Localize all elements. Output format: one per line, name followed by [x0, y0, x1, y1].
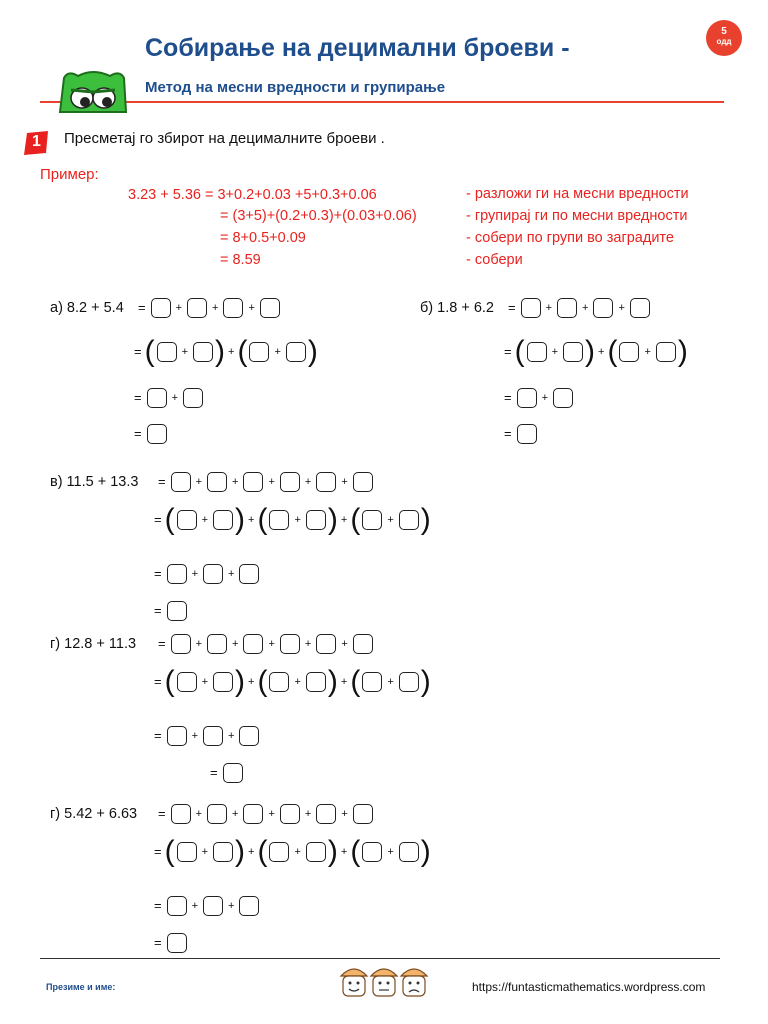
parenthesis: (	[144, 335, 155, 368]
parenthesis: (	[514, 335, 525, 368]
example-hint: - разложи ги на месни вредности	[466, 186, 689, 202]
parenthesis: (	[257, 503, 268, 536]
parenthesis: )	[677, 335, 688, 368]
problem-row-decompose	[50, 468, 375, 496]
parenthesis: (	[164, 503, 175, 536]
example-hint: - собери по групи во заградите	[466, 230, 674, 246]
equals-sign: =	[154, 674, 162, 689]
equals-sign: =	[504, 344, 512, 359]
task-number: 1	[32, 133, 41, 150]
parenthesis: (	[350, 503, 361, 536]
answer-box[interactable]	[213, 510, 233, 530]
operator: +	[340, 846, 348, 858]
operator: +	[582, 302, 589, 314]
problem-row-decompose	[50, 630, 375, 658]
operator: +	[181, 346, 189, 358]
answer-box[interactable]	[280, 634, 300, 654]
answer-box[interactable]	[193, 342, 213, 362]
answer-box[interactable]	[187, 298, 207, 318]
equals-sign: =	[508, 300, 516, 315]
operator: +	[294, 676, 301, 688]
answer-box[interactable]	[593, 298, 613, 318]
rating-faces	[338, 964, 430, 998]
answer-box[interactable]	[619, 342, 639, 362]
parenthesis: (	[350, 665, 361, 698]
problem-label: г) 12.8 + 11.3	[50, 636, 137, 653]
parenthesis: )	[307, 335, 318, 368]
answer-box[interactable]	[239, 896, 259, 916]
answer-box[interactable]	[151, 298, 171, 318]
operator: +	[228, 568, 235, 580]
answer-box[interactable]	[213, 842, 233, 862]
answer-box[interactable]	[203, 896, 223, 916]
parenthesis: )	[215, 335, 226, 368]
answer-box[interactable]	[656, 342, 676, 362]
operator: +	[175, 302, 183, 314]
answer-box[interactable]	[167, 564, 187, 584]
problem-label: в) 11.5 + 13.3	[50, 474, 139, 491]
operator: +	[274, 346, 281, 358]
parenthesis: )	[327, 835, 338, 868]
grade-badge	[706, 20, 742, 56]
problem-row-grouped	[134, 335, 318, 368]
answer-box[interactable]	[630, 298, 650, 318]
problem-row-decompose	[50, 294, 282, 322]
equals-sign: =	[134, 426, 142, 441]
operator: +	[387, 514, 394, 526]
operator: +	[340, 676, 348, 688]
operator: +	[248, 676, 255, 688]
grade-unit: одд	[716, 37, 732, 46]
operator: +	[195, 638, 203, 650]
parenthesis: (	[257, 835, 268, 868]
answer-box[interactable]	[280, 472, 300, 492]
answer-box[interactable]	[557, 298, 577, 318]
problem-row-sums	[154, 722, 261, 750]
example-label: Пример:	[40, 166, 99, 183]
answer-box[interactable]	[239, 726, 259, 746]
problem-row-result	[504, 420, 539, 448]
equals-sign: =	[154, 566, 162, 581]
answer-box[interactable]	[171, 634, 191, 654]
operator: +	[228, 900, 235, 912]
answer-box[interactable]	[207, 804, 227, 824]
surname-label: Презиме и име:	[46, 982, 116, 992]
answer-box[interactable]	[177, 510, 197, 530]
answer-box[interactable]	[183, 388, 203, 408]
problem-row-grouped	[504, 335, 688, 368]
answer-box[interactable]	[521, 298, 541, 318]
example-line: 3.23 + 5.36 = 3+0.2+0.03 +5+0.3+0.06	[128, 187, 377, 203]
operator: +	[191, 730, 199, 742]
parenthesis: (	[164, 665, 175, 698]
answer-box[interactable]	[362, 842, 382, 862]
equals-sign: =	[154, 844, 162, 859]
equals-sign: =	[154, 603, 162, 618]
answer-box[interactable]	[203, 564, 223, 584]
operator: +	[268, 808, 275, 820]
answer-box[interactable]	[527, 342, 547, 362]
parenthesis: )	[327, 503, 338, 536]
sad-face-icon	[401, 969, 427, 996]
parenthesis: )	[585, 335, 596, 368]
problem-row-decompose	[420, 294, 652, 322]
equals-sign: =	[138, 300, 146, 315]
parenthesis: )	[327, 665, 338, 698]
problem-row-result	[134, 420, 169, 448]
answer-box[interactable]	[563, 342, 583, 362]
answer-box[interactable]	[306, 510, 326, 530]
equals-sign: =	[158, 806, 166, 821]
parenthesis: )	[420, 835, 431, 868]
operator: +	[228, 730, 235, 742]
answer-box[interactable]	[353, 634, 373, 654]
equals-sign: =	[504, 426, 512, 441]
answer-box[interactable]	[269, 842, 289, 862]
answer-box[interactable]	[157, 342, 177, 362]
equals-sign: =	[154, 512, 162, 527]
example-hint: - групирај ги по месни вредности	[466, 208, 688, 224]
answer-box[interactable]	[177, 672, 197, 692]
problem-row-grouped	[154, 835, 431, 868]
answer-box[interactable]	[203, 726, 223, 746]
answer-box[interactable]	[167, 726, 187, 746]
operator: +	[248, 514, 255, 526]
answer-box[interactable]	[171, 472, 191, 492]
grade-number: 5	[721, 26, 727, 37]
operator: +	[387, 676, 394, 688]
equals-sign: =	[134, 344, 142, 359]
equals-sign: =	[504, 390, 512, 405]
answer-box[interactable]	[362, 672, 382, 692]
operator: +	[191, 568, 199, 580]
operator: +	[644, 346, 651, 358]
operator: +	[191, 900, 199, 912]
answer-box[interactable]	[353, 472, 373, 492]
operator: +	[341, 638, 348, 650]
operator: +	[268, 638, 275, 650]
parenthesis: (	[350, 835, 361, 868]
answer-box[interactable]	[353, 804, 373, 824]
problem-row-decompose	[50, 800, 375, 828]
operator: +	[618, 302, 625, 314]
answer-box[interactable]	[213, 672, 233, 692]
answer-box[interactable]	[243, 804, 263, 824]
parenthesis: )	[235, 503, 246, 536]
problem-row-grouped	[154, 665, 431, 698]
footer-divider	[40, 958, 720, 959]
answer-box[interactable]	[517, 388, 537, 408]
answer-box[interactable]	[177, 842, 197, 862]
smiley-face-icon	[341, 969, 367, 996]
answer-box[interactable]	[316, 472, 336, 492]
neutral-face-icon	[371, 969, 397, 996]
answer-box[interactable]	[553, 388, 573, 408]
operator: +	[248, 846, 255, 858]
answer-box[interactable]	[269, 510, 289, 530]
problem-row-grouped	[154, 503, 431, 536]
answer-box[interactable]	[167, 933, 187, 953]
operator: +	[598, 346, 605, 358]
answer-box[interactable]	[399, 510, 419, 530]
parenthesis: )	[420, 665, 431, 698]
answer-box[interactable]	[167, 601, 187, 621]
answer-box[interactable]	[147, 388, 167, 408]
problem-row-result	[154, 597, 189, 625]
equals-sign: =	[158, 636, 166, 651]
operator: +	[232, 476, 239, 488]
answer-box[interactable]	[243, 472, 263, 492]
answer-box[interactable]	[316, 634, 336, 654]
parenthesis: (	[237, 335, 248, 368]
operator: +	[541, 392, 549, 404]
operator: +	[304, 476, 312, 488]
example-line: = (3+5)+(0.2+0.3)+(0.03+0.06)	[220, 208, 417, 224]
problem-row-sums	[504, 384, 575, 412]
parenthesis: (	[257, 665, 268, 698]
answer-box[interactable]	[249, 342, 269, 362]
operator: +	[195, 808, 203, 820]
operator: +	[201, 846, 209, 858]
task-instruction: Пресметај го збирот на децималните броеви .	[64, 130, 385, 147]
operator: +	[232, 638, 239, 650]
operator: +	[340, 514, 348, 526]
answer-box[interactable]	[147, 424, 167, 444]
owl-mascot-icon	[58, 68, 128, 114]
operator: +	[268, 476, 275, 488]
problem-label: б) 1.8 + 6.2	[420, 300, 495, 317]
parenthesis: (	[607, 335, 618, 368]
example-line: = 8.59	[220, 252, 261, 268]
operator: +	[341, 808, 348, 820]
problem-label: г) 5.42 + 6.63	[50, 806, 138, 823]
equals-sign: =	[154, 935, 162, 950]
answer-box[interactable]	[517, 424, 537, 444]
operator: +	[171, 392, 179, 404]
problem-row-result	[154, 929, 189, 957]
page-subtitle: Метод на месни вредности и групирање	[145, 79, 446, 96]
answer-box[interactable]	[223, 298, 243, 318]
operator: +	[294, 514, 301, 526]
operator: +	[304, 808, 312, 820]
answer-box[interactable]	[260, 298, 280, 318]
operator: +	[195, 476, 203, 488]
answer-box[interactable]	[362, 510, 382, 530]
problem-row-sums	[134, 384, 205, 412]
equals-sign: =	[158, 474, 166, 489]
operator: +	[304, 638, 312, 650]
parenthesis: (	[164, 835, 175, 868]
answer-box[interactable]	[280, 804, 300, 824]
header-divider	[40, 101, 724, 103]
example-hint: - собери	[466, 252, 523, 268]
answer-box[interactable]	[167, 896, 187, 916]
answer-box[interactable]	[243, 634, 263, 654]
answer-box[interactable]	[207, 472, 227, 492]
page-title: Собирање на децимални броеви -	[145, 34, 570, 62]
operator: +	[294, 846, 301, 858]
answer-box[interactable]	[316, 804, 336, 824]
operator: +	[248, 302, 255, 314]
operator: +	[545, 302, 553, 314]
answer-box[interactable]	[306, 672, 326, 692]
equals-sign: =	[154, 728, 162, 743]
operator: +	[341, 476, 348, 488]
answer-box[interactable]	[399, 672, 419, 692]
parenthesis: )	[235, 835, 246, 868]
problem-row-sums	[154, 892, 261, 920]
answer-box[interactable]	[306, 842, 326, 862]
answer-box[interactable]	[286, 342, 306, 362]
operator: +	[232, 808, 239, 820]
answer-box[interactable]	[239, 564, 259, 584]
parenthesis: )	[235, 665, 246, 698]
answer-box[interactable]	[399, 842, 419, 862]
operator: +	[387, 846, 394, 858]
operator: +	[201, 676, 209, 688]
operator: +	[212, 302, 219, 314]
operator: +	[228, 346, 235, 358]
answer-box[interactable]	[269, 672, 289, 692]
equals-sign: =	[210, 765, 218, 780]
problem-row-result	[210, 759, 245, 787]
example-line: = 8+0.5+0.09	[220, 230, 306, 246]
answer-box[interactable]	[207, 634, 227, 654]
parenthesis: )	[420, 503, 431, 536]
answer-box[interactable]	[223, 763, 243, 783]
operator: +	[551, 346, 559, 358]
problem-row-sums	[154, 560, 261, 588]
equals-sign: =	[154, 898, 162, 913]
equals-sign: =	[134, 390, 142, 405]
source-url: https://funtasticmathematics.wordpress.com	[472, 980, 706, 994]
answer-box[interactable]	[171, 804, 191, 824]
operator: +	[201, 514, 209, 526]
problem-label: а) 8.2 + 5.4	[50, 300, 124, 317]
